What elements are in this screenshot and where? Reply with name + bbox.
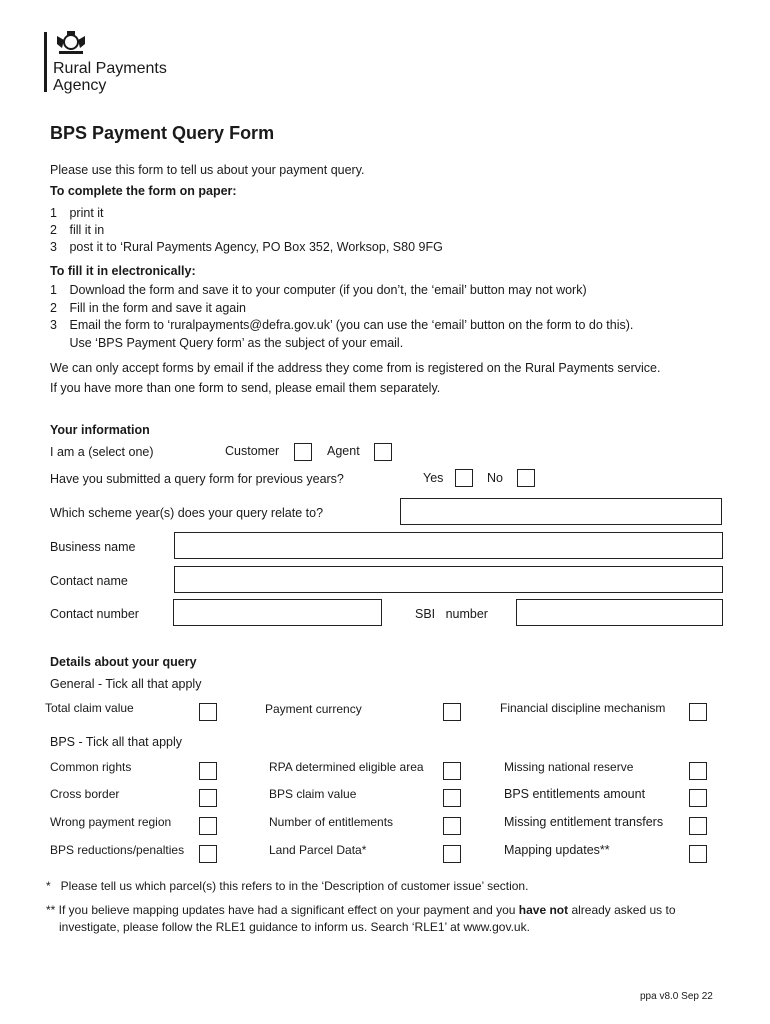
business-name-label: Business name xyxy=(50,540,136,554)
sbi-number-input[interactable] xyxy=(516,599,723,626)
footnote-one-star: * Please tell us which parcel(s) this refers to in the ‘Description of customer issue’ section. xyxy=(46,879,529,893)
financial-discipline-checkbox[interactable] xyxy=(689,703,707,721)
electronic-steps xyxy=(50,282,633,352)
sbi-number-label: SBI number xyxy=(415,607,488,621)
footnote-two-star: ** If you believe mapping updates have had a significant effect on your payment and you have not already asked us to investigate, please follow the RLE1 guidance to inform us. Search ‘RLE1’ at www.gov.uk. xyxy=(46,903,676,934)
bps-reductions-checkbox[interactable] xyxy=(199,845,217,863)
bps-option-label: Cross border xyxy=(50,787,120,801)
common-rights-checkbox[interactable] xyxy=(199,762,217,780)
form-title: BPS Payment Query Form xyxy=(50,123,275,143)
bps-option-label: Land Parcel Data* xyxy=(269,843,367,857)
missing-national-reserve-checkbox[interactable] xyxy=(689,762,707,780)
agency-logo-text xyxy=(53,60,167,94)
payment-currency-checkbox[interactable] xyxy=(443,703,461,721)
yes-label: Yes xyxy=(423,471,444,485)
paper-steps xyxy=(50,205,443,256)
intro-text: Please use this form to tell us about your payment query. xyxy=(50,163,365,177)
contact-number-input[interactable] xyxy=(173,599,382,626)
agent-checkbox[interactable] xyxy=(374,443,392,461)
customer-label: Customer xyxy=(225,444,280,458)
have-not-emphasis: have not xyxy=(518,903,569,917)
bps-heading: BPS - Tick all that apply xyxy=(50,735,183,749)
business-name-input[interactable] xyxy=(174,532,723,559)
customer-checkbox[interactable] xyxy=(294,443,312,461)
paper-step: 3 post it to ‘Rural Payments Agency, PO Box 352, Worksop, S80 9FG xyxy=(50,240,443,254)
bps-option-label: BPS reductions/penalties xyxy=(50,843,185,857)
number-of-entitlements-checkbox[interactable] xyxy=(443,817,461,835)
bps-entitlements-amount-checkbox[interactable] xyxy=(689,789,707,807)
electronic-step: Use ‘BPS Payment Query form’ as the subject of your email. xyxy=(69,335,404,350)
scheme-years-input[interactable] xyxy=(400,498,722,525)
scheme-years-label: Which scheme year(s) does your query relate to? xyxy=(50,506,324,520)
bps-option-label: RPA determined eligible area xyxy=(269,760,424,774)
royal-crest-icon xyxy=(54,28,88,56)
paper-step: 2 fill it in xyxy=(50,223,105,237)
electronic-step: 2 Fill in the form and save it again xyxy=(50,300,246,315)
wrong-payment-region-checkbox[interactable] xyxy=(199,817,217,835)
logo-line-2: Agency xyxy=(53,77,107,94)
note-line: If you have more than one form to send, please email them separately. xyxy=(50,381,441,395)
bps-option-label: Missing national reserve xyxy=(504,760,634,774)
bps-option-label: Number of entitlements xyxy=(269,815,394,829)
details-heading: Details about your query xyxy=(50,655,197,669)
note-line: We can only accept forms by email if the address they come from is registered on the Rural Payments service. xyxy=(50,361,661,375)
general-option-label: Financial discipline mechanism xyxy=(500,701,666,715)
general-option-label: Payment currency xyxy=(265,702,362,716)
total-claim-value-checkbox[interactable] xyxy=(199,703,217,721)
bps-option-label: Mapping updates** xyxy=(504,843,610,857)
general-option-label: Total claim value xyxy=(45,701,134,715)
cross-border-checkbox[interactable] xyxy=(199,789,217,807)
electronic-step: 3 Email the form to ‘ruralpayments@defra.gov.uk’ (you can use the ‘email’ button on the form to do this). xyxy=(50,318,634,332)
bps-claim-value-checkbox[interactable] xyxy=(443,789,461,807)
bps-option-label: BPS claim value xyxy=(269,787,357,801)
no-checkbox[interactable] xyxy=(517,469,535,487)
no-label: No xyxy=(487,471,503,485)
notes xyxy=(50,358,660,398)
land-parcel-data-checkbox[interactable] xyxy=(443,845,461,863)
paper-heading: To complete the form on paper: xyxy=(50,184,237,198)
agent-label: Agent xyxy=(327,444,360,458)
contact-name-input[interactable] xyxy=(174,566,723,593)
bps-option-label: Wrong payment region xyxy=(50,815,172,829)
paper-step: 1 print it xyxy=(50,206,104,220)
your-info-heading: Your information xyxy=(50,423,150,437)
missing-entitlement-transfers-checkbox[interactable] xyxy=(689,817,707,835)
version-label: ppa v8.0 Sep 22 xyxy=(640,991,713,1002)
bps-option-label: BPS entitlements amount xyxy=(504,787,646,801)
mapping-updates-checkbox[interactable] xyxy=(689,845,707,863)
logo-line-1: Rural Payments xyxy=(53,60,167,77)
bps-option-label: Common rights xyxy=(50,760,132,774)
general-heading: General - Tick all that apply xyxy=(50,677,202,691)
i-am-label: I am a (select one) xyxy=(50,445,154,459)
yes-checkbox[interactable] xyxy=(455,469,473,487)
email-link[interactable]: ruralpayments@defra.gov.uk xyxy=(170,318,330,332)
rpa-eligible-area-checkbox[interactable] xyxy=(443,762,461,780)
contact-name-label: Contact name xyxy=(50,574,128,588)
electronic-step: 1 Download the form and save it to your computer (if you don’t, the ‘email’ button may not work) xyxy=(50,283,587,297)
contact-number-label: Contact number xyxy=(50,607,139,621)
prev-query-label: Have you submitted a query form for previous years? xyxy=(50,472,344,486)
bps-option-label: Missing entitlement transfers xyxy=(504,815,664,829)
electronic-heading: To fill it in electronically: xyxy=(50,264,196,278)
logo-divider xyxy=(44,32,47,92)
